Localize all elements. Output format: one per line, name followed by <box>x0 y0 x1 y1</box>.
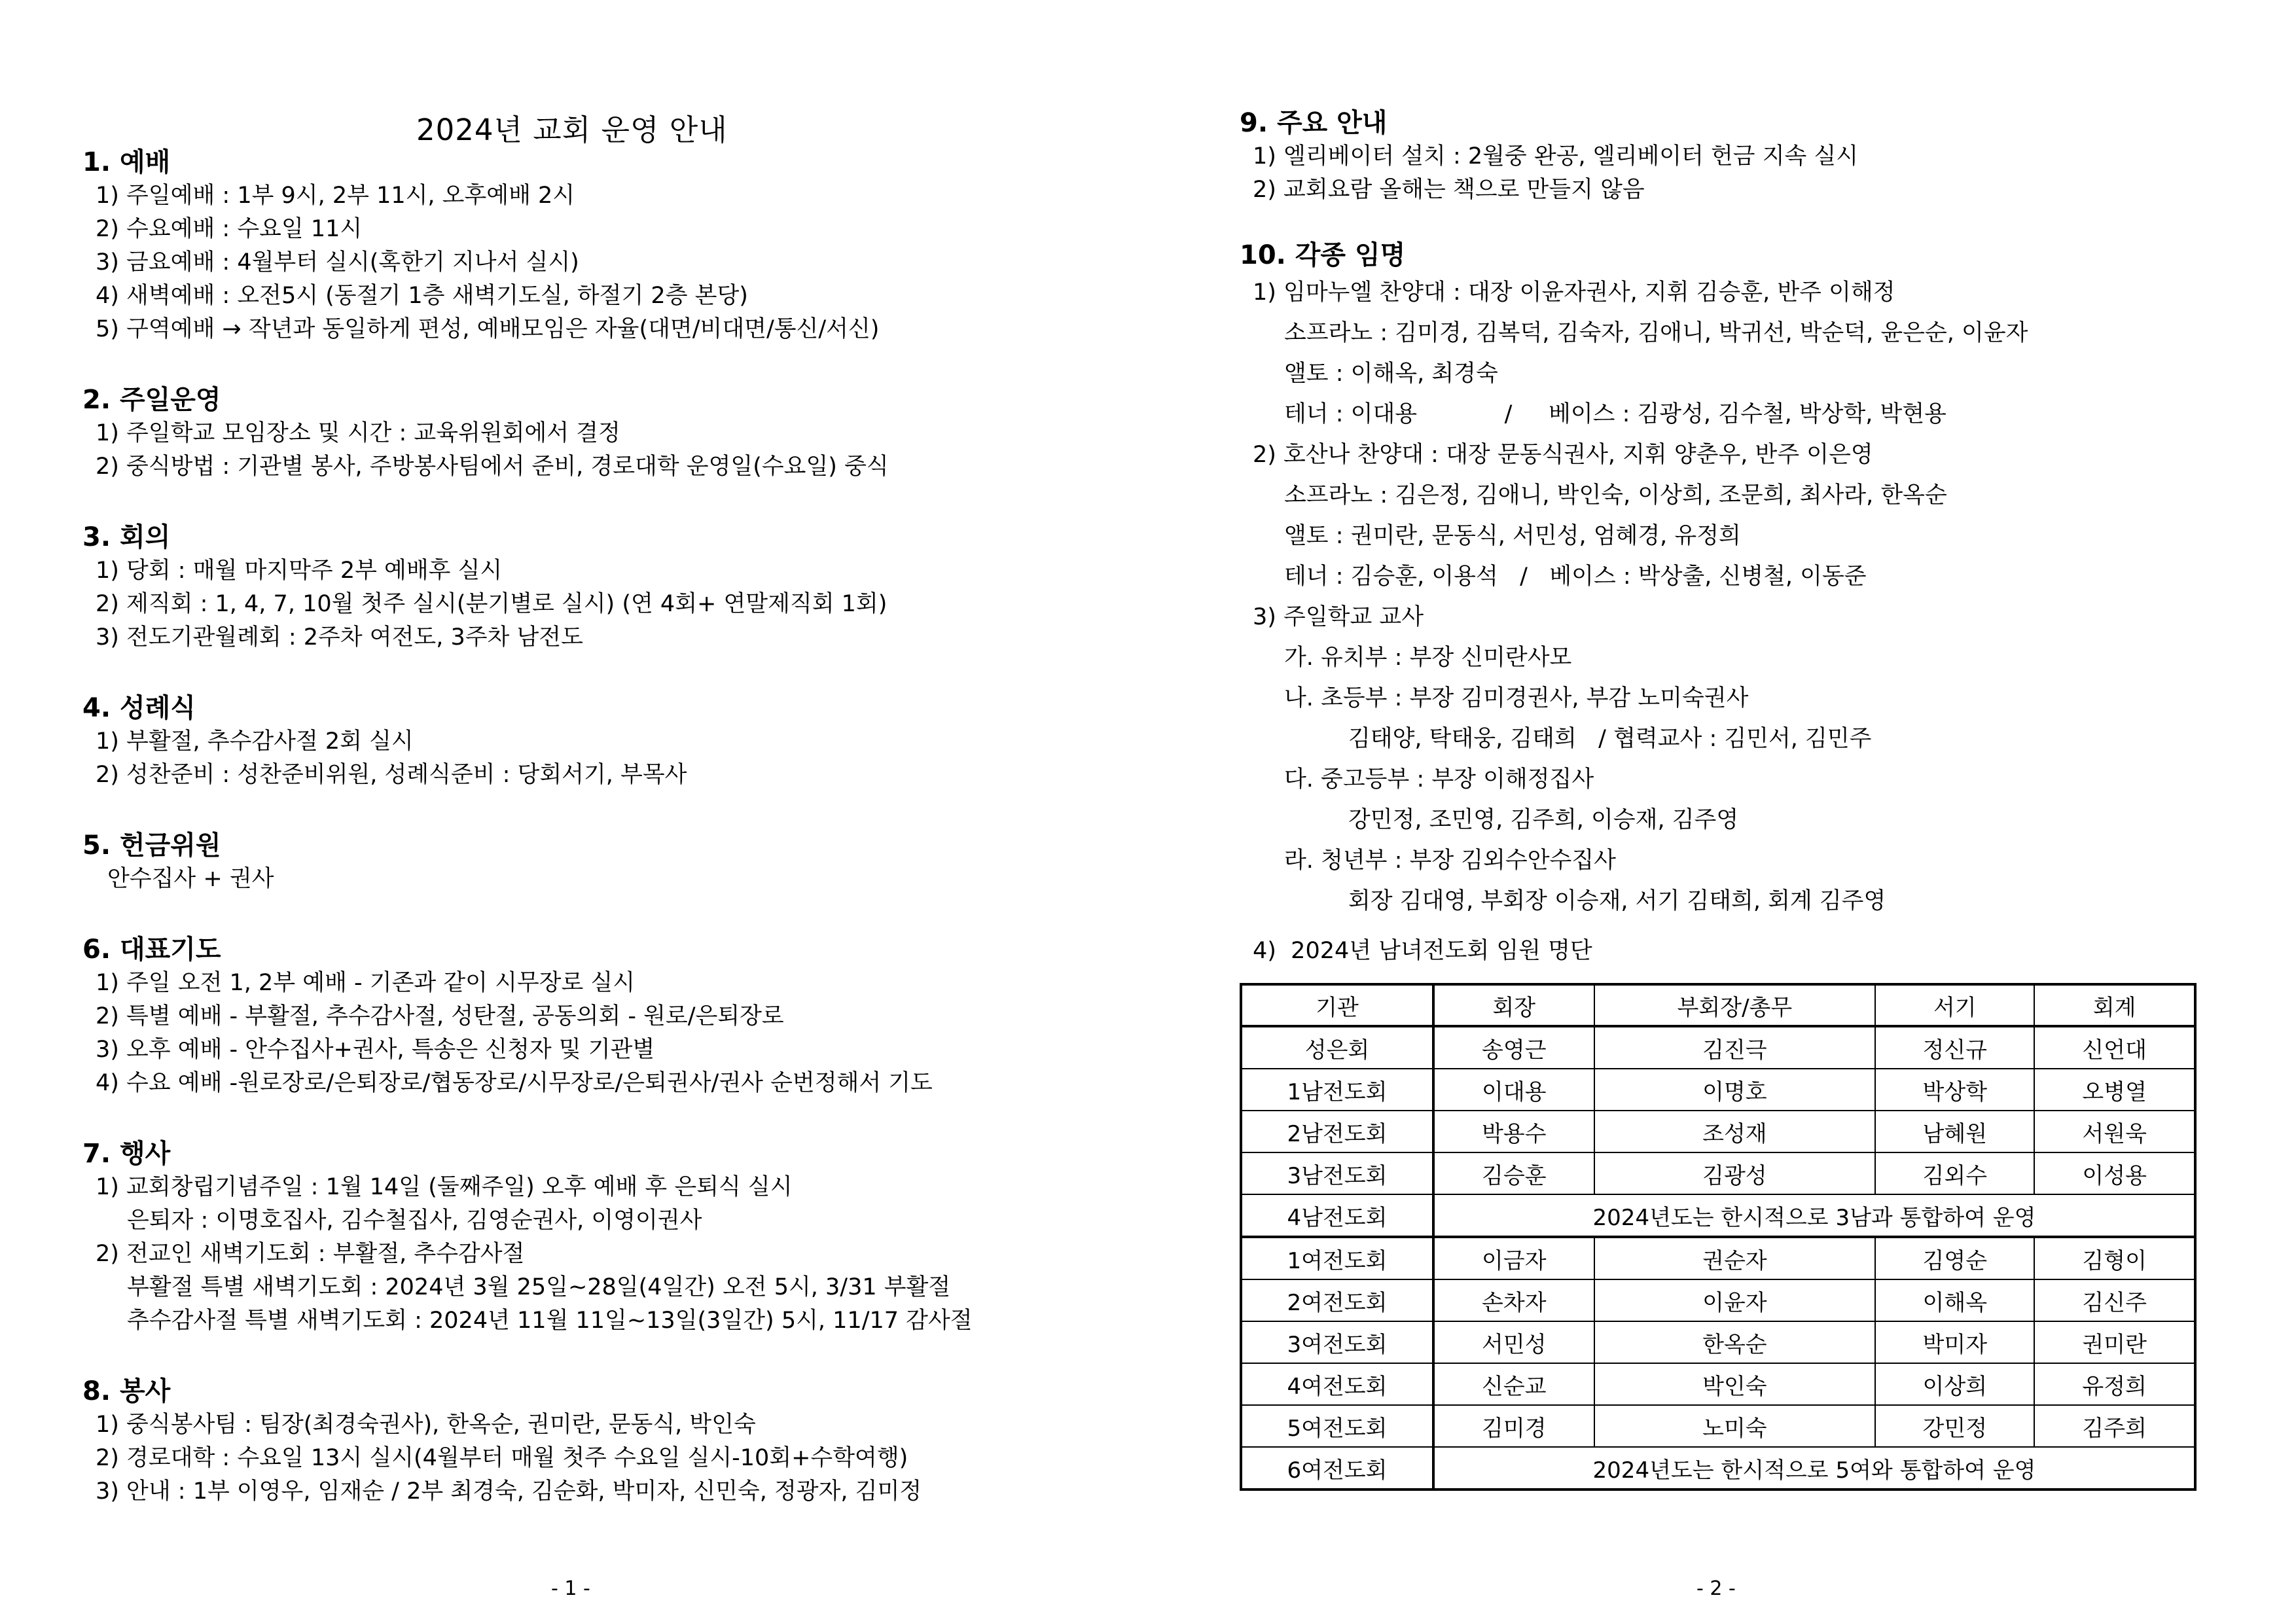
section-meetings <box>82 520 1103 654</box>
table-cell: 3여전도회 <box>1241 1321 1433 1363</box>
list-item: 1) 엘리베이터 설치 : 2월중 완공, 엘리베이터 헌금 지속 실시 <box>1253 143 1859 169</box>
table-cell: 이윤자 <box>1594 1279 1876 1321</box>
list-item: 다. 중고등부 : 부장 이해정집사 <box>1284 766 1594 793</box>
section-title: 4. 성례식 <box>82 693 196 723</box>
table-cell: 이대용 <box>1433 1069 1594 1111</box>
page-number: - 2 - <box>1696 1577 1736 1600</box>
table-cell: 박인숙 <box>1594 1363 1876 1405</box>
table-caption: 4) 2024년 남녀전도회 임원 명단 <box>1253 938 1592 964</box>
table-row <box>1241 1321 2195 1363</box>
table-cell: 서원욱 <box>2034 1111 2195 1152</box>
page-2 <box>1148 0 2296 1623</box>
table-row <box>1241 1279 2195 1321</box>
table-cell: 김신주 <box>2034 1279 2195 1321</box>
table-cell: 이성용 <box>2034 1152 2195 1194</box>
list-item: 2) 성찬준비 : 성찬준비위원, 성례식준비 : 당회서기, 부목사 <box>96 762 687 788</box>
table-row <box>1241 1194 2195 1237</box>
section-title: 8. 봉사 <box>82 1376 171 1406</box>
table-cell: 1남전도회 <box>1241 1069 1433 1111</box>
list-item: 부활절 특별 새벽기도회 : 2024년 3월 25일~28일(4일간) 오전 5시, 3/31 부활절 <box>127 1274 951 1300</box>
list-item: 3) 전도기관월례회 : 2주차 여전도, 3주차 남전도 <box>96 624 583 651</box>
table-cell: 김승훈 <box>1433 1152 1594 1194</box>
list-item: 1) 당회 : 매월 마지막주 2부 예배후 실시 <box>96 558 503 584</box>
list-item: 소프라노 : 김미경, 김복덕, 김숙자, 김애니, 박귀선, 박순덕, 윤은순, 이윤자 <box>1284 320 2028 346</box>
table-cell: 4남전도회 <box>1241 1194 1433 1237</box>
table-cell: 6여전도회 <box>1241 1447 1433 1489</box>
page-1-content <box>82 145 1103 1508</box>
section-sunday-operation <box>82 383 1103 484</box>
table-header: 부회장/총무 <box>1594 984 1876 1026</box>
section-sacraments <box>82 691 1103 792</box>
list-item: 테너 : 이대용 / 베이스 : 김광성, 김수철, 박상학, 박현용 <box>1284 401 1946 427</box>
list-item: 테너 : 김승훈, 이용석 / 베이스 : 박상출, 신병철, 이동준 <box>1284 563 1867 590</box>
table-header: 기관 <box>1241 984 1433 1026</box>
list-item: 은퇴자 : 이명호집사, 김수철집사, 김영순권사, 이영이권사 <box>127 1207 702 1234</box>
table-cell: 1여전도회 <box>1241 1237 1433 1279</box>
table-cell: 이해옥 <box>1875 1279 2034 1321</box>
section-title: 1. 예배 <box>82 147 171 177</box>
list-item: 나. 초등부 : 부장 김미경권사, 부감 노미숙권사 <box>1284 685 1749 711</box>
table-cell: 4여전도회 <box>1241 1363 1433 1405</box>
list-item: 1) 중식봉사팀 : 팀장(최경숙권사), 한옥순, 권미란, 문동식, 박인숙 <box>96 1412 756 1438</box>
table-cell: 한옥순 <box>1594 1321 1876 1363</box>
table-cell: 조성재 <box>1594 1111 1876 1152</box>
list-item: 2) 제직회 : 1, 4, 7, 10월 첫주 실시(분기별로 실시) (연 4회+ 연말제직회 1회) <box>96 591 888 617</box>
list-item: 2) 중식방법 : 기관별 봉사, 주방봉사팀에서 준비, 경로대학 운영일(수요일) 중식 <box>96 454 889 480</box>
section-title: 6. 대표기도 <box>82 935 221 965</box>
list-item: 회장 김대영, 부회장 이승재, 서기 김태희, 회계 김주영 <box>1348 888 1886 914</box>
table-cell: 신순교 <box>1433 1363 1594 1405</box>
list-item: 앨토 : 이해옥, 최경숙 <box>1284 361 1498 387</box>
list-item: 1) 주일학교 모임장소 및 시간 : 교육위원회에서 결정 <box>96 420 620 446</box>
table-cell-merged: 2024년도는 한시적으로 3남과 통합하여 운영 <box>1433 1194 2195 1237</box>
list-item: 라. 청년부 : 부장 김외수안수집사 <box>1284 847 1616 874</box>
table-cell: 이명호 <box>1594 1069 1876 1111</box>
list-item: 1) 주일 오전 1, 2부 예배 - 기존과 같이 시무장로 실시 <box>96 970 636 996</box>
table-row <box>1241 1237 2195 1279</box>
section-main-notices <box>1240 106 2248 207</box>
table-cell: 2남전도회 <box>1241 1111 1433 1152</box>
list-item: 2) 호산나 찬양대 : 대장 문동식권사, 지휘 양춘우, 반주 이은영 <box>1253 442 1873 468</box>
list-item: 강민정, 조민영, 김주희, 이승재, 김주영 <box>1348 807 1739 833</box>
table-cell: 정신규 <box>1875 1026 2034 1069</box>
table-cell: 박용수 <box>1433 1111 1594 1152</box>
list-item: 1) 교회창립기념주일 : 1월 14일 (둘째주일) 오후 예배 후 은퇴식 실시 <box>96 1174 793 1200</box>
table-cell: 송영근 <box>1433 1026 1594 1069</box>
list-item: 3) 오후 예배 - 안수집사+권사, 특송은 신청자 및 기관별 <box>96 1037 655 1063</box>
table-row <box>1241 1069 2195 1111</box>
list-item: 4) 새벽예배 : 오전5시 (동절기 1층 새벽기도실, 하절기 2층 본당) <box>96 283 748 309</box>
table-cell: 김진극 <box>1594 1026 1876 1069</box>
table-cell: 2여전도회 <box>1241 1279 1433 1321</box>
list-item: 앨토 : 권미란, 문동식, 서민성, 엄혜경, 유정희 <box>1284 523 1741 549</box>
list-item: 2) 특별 예배 - 부활절, 추수감사절, 성탄절, 공동의회 - 원로/은퇴장로 <box>96 1003 784 1029</box>
table-header: 서기 <box>1875 984 2034 1026</box>
list-item: 4) 수요 예배 -원로장로/은퇴장로/협동장로/시무장로/은퇴권사/권사 순번정해서 기도 <box>96 1070 933 1096</box>
table-cell: 강민정 <box>1875 1405 2034 1447</box>
table-header: 회장 <box>1433 984 1594 1026</box>
table-cell: 손차자 <box>1433 1279 1594 1321</box>
list-item: 안수집사 + 권사 <box>107 866 274 892</box>
list-item: 김태양, 탁태웅, 김태희 / 협력교사 : 김민서, 김민주 <box>1348 726 1872 752</box>
table-cell: 이금자 <box>1433 1237 1594 1279</box>
section-title: 9. 주요 안내 <box>1240 108 1388 138</box>
table-cell: 유정희 <box>2034 1363 2195 1405</box>
document-title: 2024년 교회 운영 안내 <box>416 113 728 147</box>
list-item: 1) 부활절, 추수감사절 2회 실시 <box>96 728 414 755</box>
section-title: 10. 각종 임명 <box>1240 240 1406 270</box>
table-row <box>1241 1363 2195 1405</box>
table-cell: 남혜원 <box>1875 1111 2034 1152</box>
table-row <box>1241 1026 2195 1069</box>
section-worship <box>82 145 1103 346</box>
section-title: 2. 주일운영 <box>82 385 221 415</box>
section-service <box>82 1374 1103 1508</box>
section-title: 7. 행사 <box>82 1139 171 1169</box>
table-cell: 김형이 <box>2034 1237 2195 1279</box>
list-item: 2) 교회요람 올해는 책으로 만들지 않음 <box>1253 177 1645 203</box>
table-cell: 김미경 <box>1433 1405 1594 1447</box>
list-item: 1) 임마누엘 찬양대 : 대장 이윤자권사, 지휘 김승훈, 반주 이해정 <box>1253 279 1895 306</box>
list-item: 1) 주일예배 : 1부 9시, 2부 11시, 오후예배 2시 <box>96 183 575 209</box>
list-item: 2) 수요예배 : 수요일 11시 <box>96 216 363 242</box>
section-representative-prayer <box>82 933 1103 1100</box>
table-cell: 노미숙 <box>1594 1405 1876 1447</box>
table-cell: 성은회 <box>1241 1026 1433 1069</box>
officers-table <box>1240 983 2197 1491</box>
list-item: 3) 안내 : 1부 이영우, 임재순 / 2부 최경숙, 김순화, 박미자, 신민숙, 정광자, 김미정 <box>96 1478 922 1505</box>
table-cell: 권순자 <box>1594 1237 1876 1279</box>
table-row <box>1241 1111 2195 1152</box>
table-row <box>1241 1405 2195 1447</box>
table-cell: 오병열 <box>2034 1069 2195 1111</box>
section-offering-committee <box>82 829 1103 896</box>
list-item: 3) 주일학교 교사 <box>1253 604 1424 630</box>
table-header-row <box>1241 984 2195 1026</box>
table-cell: 김광성 <box>1594 1152 1876 1194</box>
table-row <box>1241 1447 2195 1489</box>
section-events <box>82 1137 1103 1338</box>
list-item: 추수감사절 특별 새벽기도회 : 2024년 11월 11일~13일(3일간) 5시, 11/17 감사절 <box>127 1308 973 1334</box>
section-title: 3. 회의 <box>82 522 171 552</box>
table-cell: 김영순 <box>1875 1237 2034 1279</box>
table-header: 회계 <box>2034 984 2195 1026</box>
table-cell: 권미란 <box>2034 1321 2195 1363</box>
page-number: - 1 - <box>551 1577 590 1600</box>
list-item: 2) 전교인 새벽기도회 : 부활절, 추수감사절 <box>96 1241 525 1267</box>
list-item: 3) 금요예배 : 4월부터 실시(혹한기 지나서 실시) <box>96 249 579 276</box>
table-cell: 신언대 <box>2034 1026 2195 1069</box>
list-item: 소프라노 : 김은정, 김애니, 박인숙, 이상희, 조문희, 최사라, 한옥순 <box>1284 482 1947 508</box>
table-cell: 5여전도회 <box>1241 1405 1433 1447</box>
table-cell: 서민성 <box>1433 1321 1594 1363</box>
list-item: 가. 유치부 : 부장 신미란사모 <box>1284 645 1572 671</box>
table-cell: 3남전도회 <box>1241 1152 1433 1194</box>
table-cell: 이상희 <box>1875 1363 2034 1405</box>
table-cell: 박미자 <box>1875 1321 2034 1363</box>
list-item: 5) 구역예배 → 작년과 동일하게 편성, 예배모임은 자율(대면/비대면/통신/서신) <box>96 316 880 342</box>
page-2-content <box>1240 106 2248 1491</box>
table-row <box>1241 1152 2195 1194</box>
section-title: 5. 헌금위원 <box>82 830 221 861</box>
section-appointments <box>1240 238 2248 921</box>
table-cell-merged: 2024년도는 한시적으로 5여와 통합하여 운영 <box>1433 1447 2195 1489</box>
table-cell: 박상학 <box>1875 1069 2034 1111</box>
table-cell: 김주희 <box>2034 1405 2195 1447</box>
table-cell: 김외수 <box>1875 1152 2034 1194</box>
list-item: 2) 경로대학 : 수요일 13시 실시(4월부터 매월 첫주 수요일 실시-10회+수학여행) <box>96 1445 908 1471</box>
